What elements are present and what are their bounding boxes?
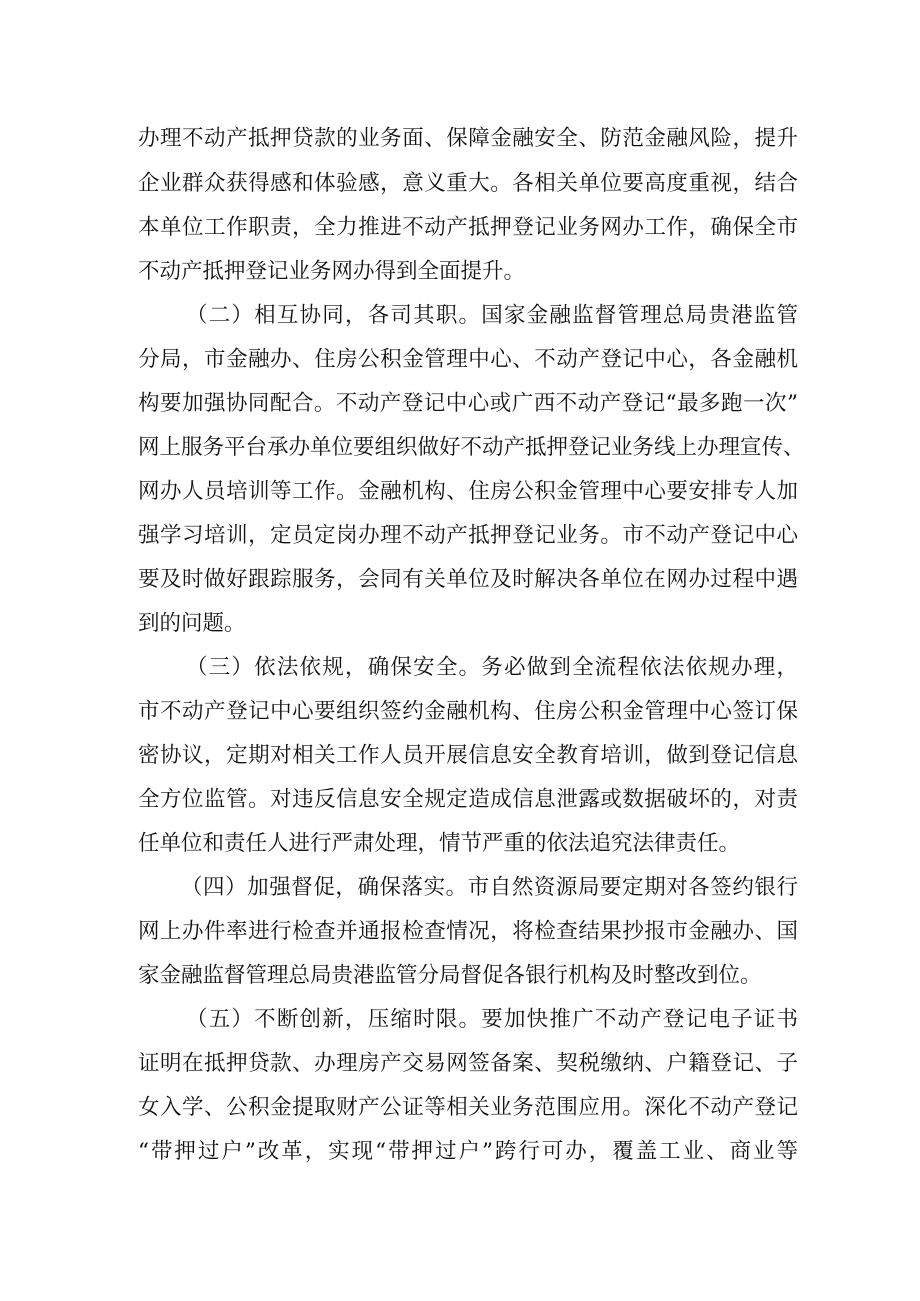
text-line: 不动产抵押登记业务网办得到全面提升。 xyxy=(138,259,526,284)
text-line: 家金融监督管理总局贵港监管分局督促各银行机构及时整改到位。 xyxy=(138,963,762,988)
paragraph-heading-4: （四）加强督促，确保落实。市自然资源局要定期对各签约银行 xyxy=(181,875,798,900)
paragraph-heading-3: （三）依法依规，确保安全。务必做到全流程依法依规办理， xyxy=(186,655,798,680)
text-line: 本单位工作职责，全力推进不动产抵押登记业务网办工作，确保全市 xyxy=(138,215,798,240)
text-line: 要及时做好跟踪服务，会同有关单位及时解决各单位在网办过程中遇 xyxy=(138,567,798,592)
text-line: 网办人员培训等工作。金融机构、住房公积金管理中心要安排专人加 xyxy=(138,479,798,504)
text-line: “带押过户”改革，实现“带押过户”跨行可办，覆盖工业、商业等 xyxy=(138,1139,798,1164)
text-line: 密协议，定期对相关工作人员开展信息安全教育培训，做到登记信息 xyxy=(138,743,798,768)
text-line: 构要加强协同配合。不动产登记中心或广西不动产登记“最多跑一次” xyxy=(138,391,798,416)
paragraph-heading-2: （二）相互协同，各司其职。国家金融监督管理总局贵港监管 xyxy=(186,303,798,328)
text-line: 市不动产登记中心要组织签约金融机构、住房公积金管理中心签订保 xyxy=(138,699,798,724)
text-line: 全方位监管。对违反信息安全规定造成信息泄露或数据破坏的，对责 xyxy=(138,787,798,812)
text-line: 企业群众获得感和体验感，意义重大。各相关单位要高度重视，结合 xyxy=(138,171,798,196)
text-line: 到的问题。 xyxy=(138,611,246,636)
text-line: 网上办件率进行检查并通报检查情况，将检查结果抄报市金融办、国 xyxy=(138,919,798,944)
paragraph-heading-5: （五）不断创新，压缩时限。要加快推广不动产登记电子证书 xyxy=(186,1007,798,1032)
text-line: 证明在抵押贷款、办理房产交易网签备案、契税缴纳、户籍登记、子 xyxy=(138,1051,798,1076)
text-line: 任单位和责任人进行严肃处理，情节严重的依法追究法律责任。 xyxy=(138,831,741,856)
text-line: 网上服务平台承办单位要组织做好不动产抵押登记业务线上办理宣传、 xyxy=(138,435,805,460)
text-line: 分局，市金融办、住房公积金管理中心、不动产登记中心，各金融机 xyxy=(138,347,798,372)
text-line: 办理不动产抵押贷款的业务面、保障金融安全、防范金融风险，提升 xyxy=(138,126,798,151)
text-line: 女入学、公积金提取财产公证等相关业务范围应用。深化不动产登记 xyxy=(138,1095,798,1120)
text-line: 强学习培训，定员定岗办理不动产抵押登记业务。市不动产登记中心 xyxy=(138,523,798,548)
